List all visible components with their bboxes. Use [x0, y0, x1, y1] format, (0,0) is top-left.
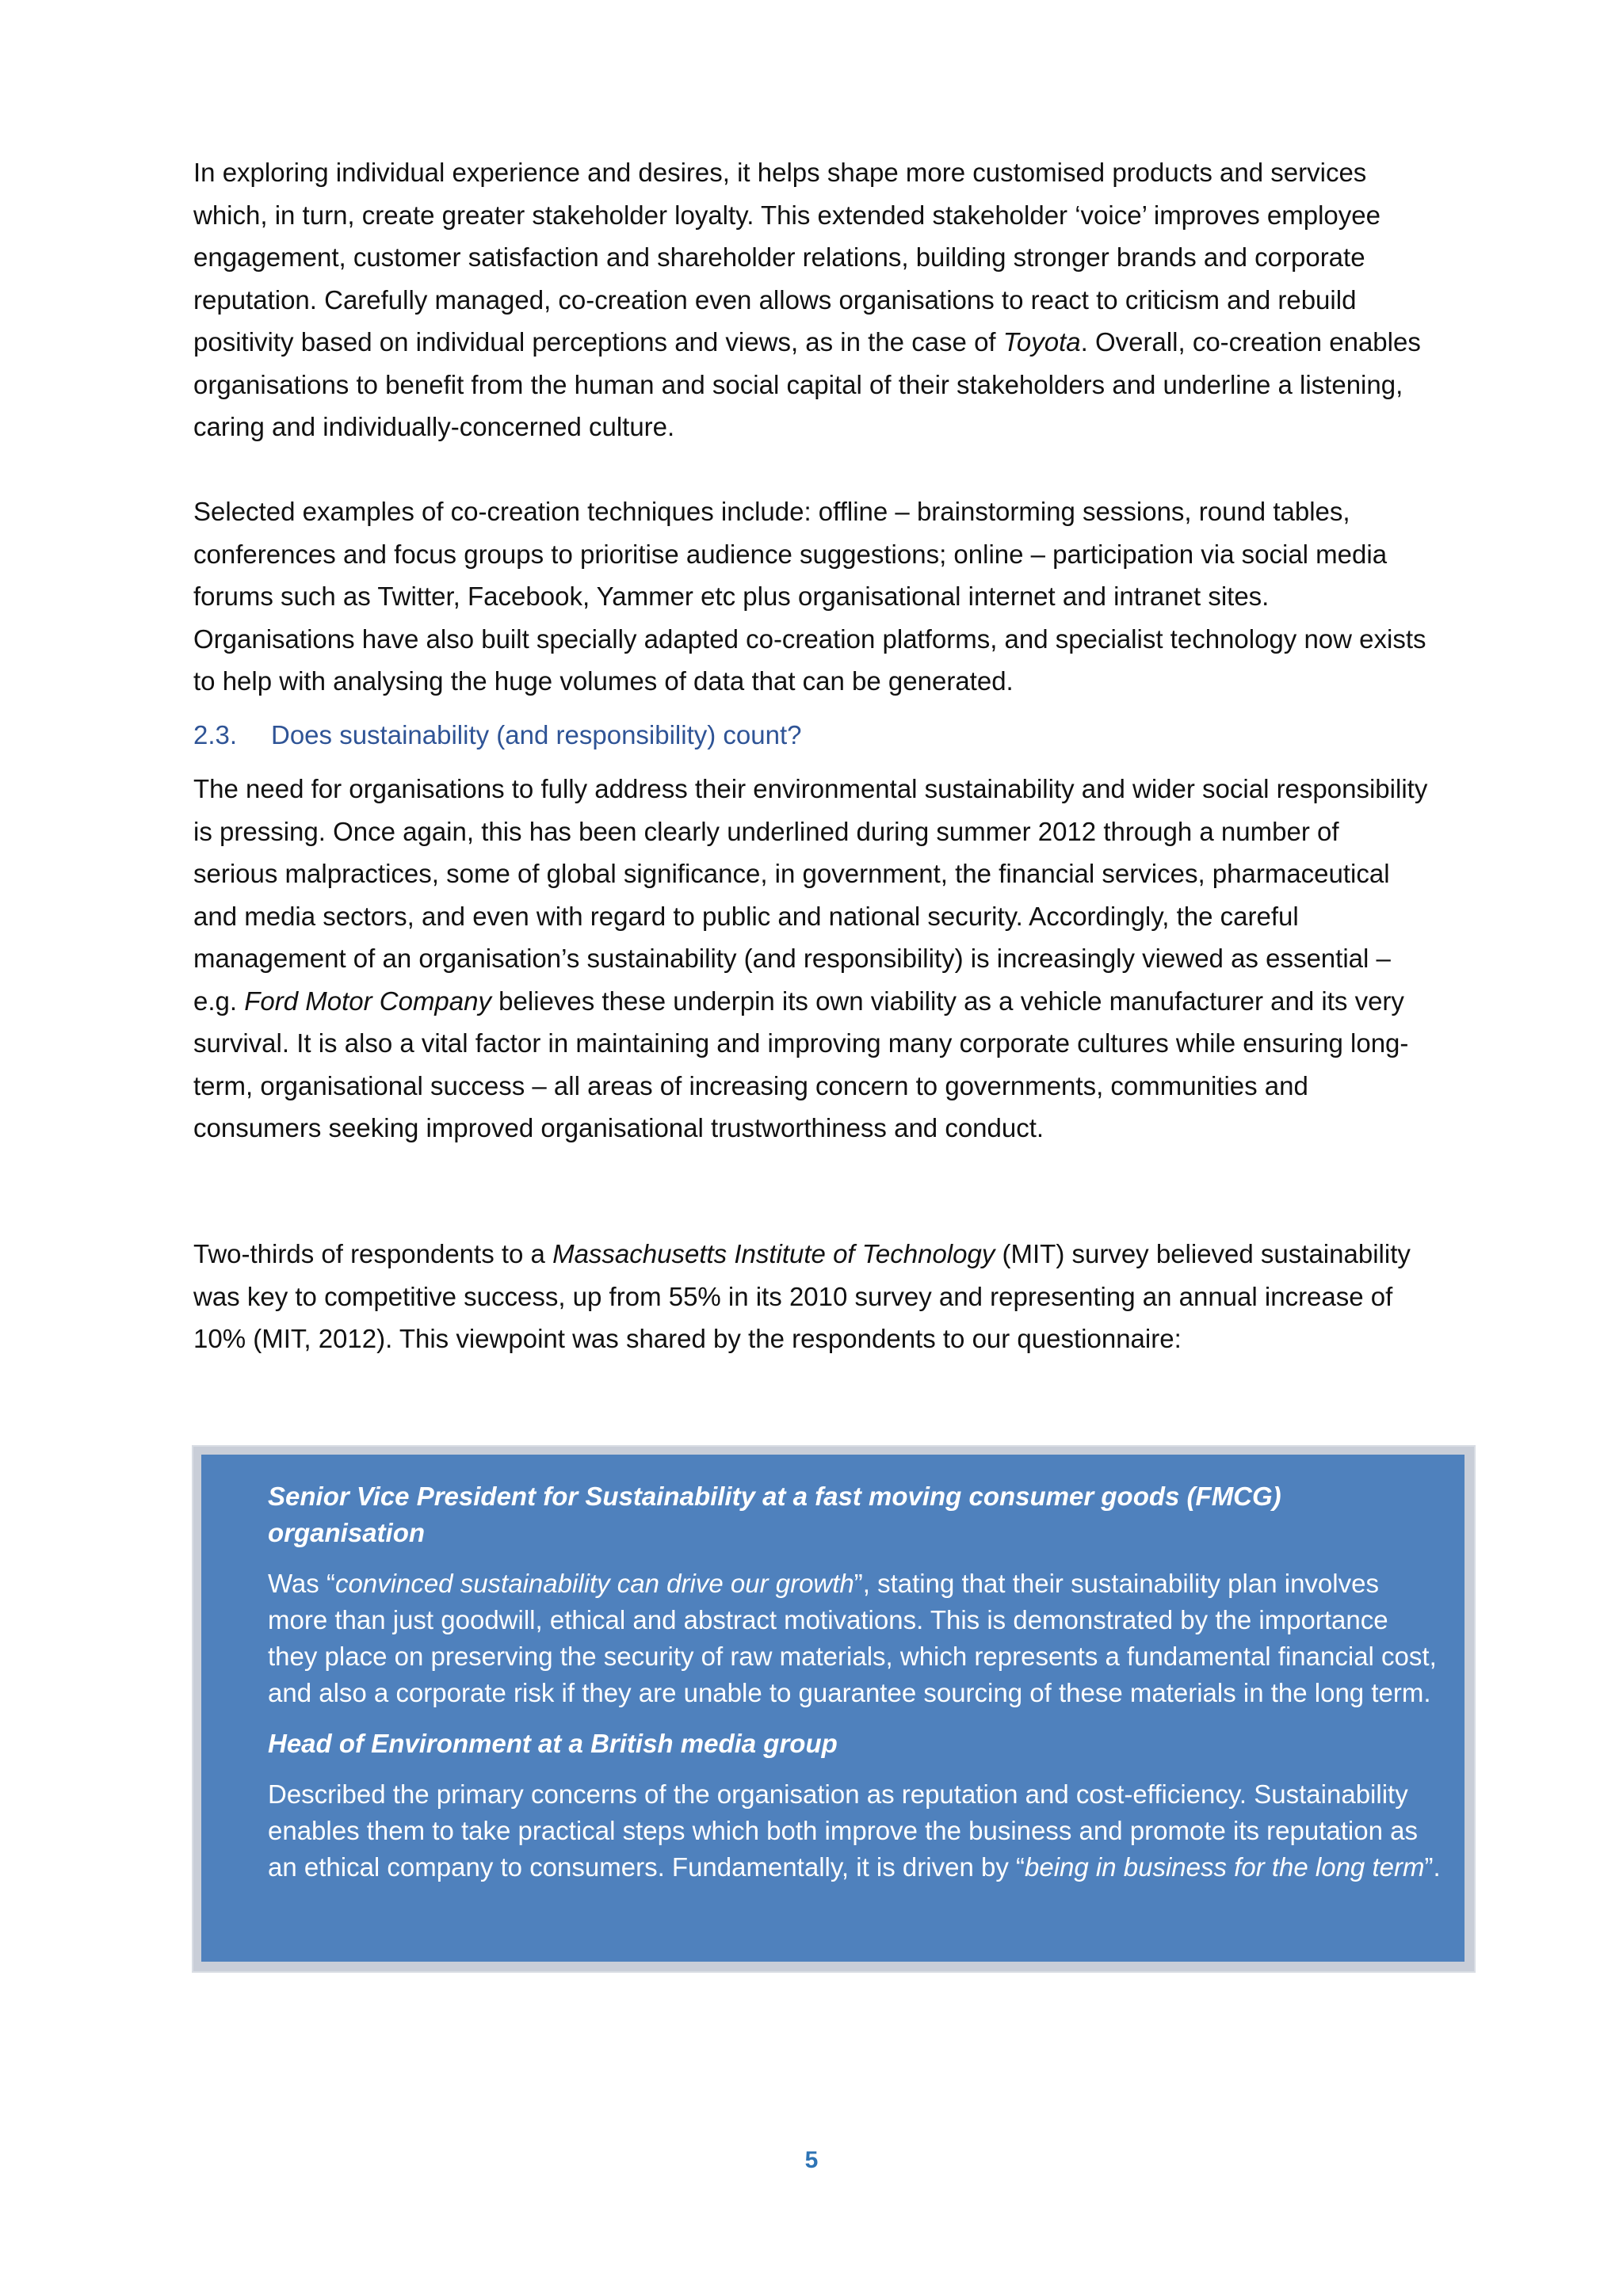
respondent-role-media: Head of Environment at a British media group	[268, 1729, 838, 1758]
paragraph-text: The need for organisations to fully address their environmental sustainability and wider social responsibility is pressing. Once again, this has been clearly underlined during summer 2012 through a number of serious malpractices, some of global significance, in government, the financial services, pharmaceutical and media sectors, and even with regard to public and national security. Accordingly, the careful management of an organisation’s sustainability (and responsibility) is increasingly viewed as essential – e.g.	[193, 774, 1428, 1016]
section-number: 2.3.	[193, 720, 238, 749]
section-heading	[193, 714, 802, 756]
quote-text: ”, stating that their sustainability plan involves more than just goodwill, ethical and abstract motivations. This is demonstrated by the importance they place on preserving the security of raw materials, which represents a fundamental financial cost, and also a corporate risk if they are unable to guarantee sourcing of these materials in the long term.	[268, 1569, 1437, 1707]
quote-callout-panel	[201, 1455, 1465, 1962]
quote-italic: being in business for the long term	[1025, 1852, 1425, 1882]
respondent-quote-media	[268, 1776, 1441, 1886]
paragraph-mit-survey	[193, 1233, 1430, 1360]
section-title: Does sustainability (and responsibility) count?	[271, 720, 802, 749]
quote-text: Described the primary concerns of the organisation as reputation and cost-efficiency. Sustainability enables them to take practical steps which both improve the business and promote its reputation as an ethical company to consumers. Fundamentally, it is driven by	[268, 1779, 1418, 1882]
paragraph-co-creation-benefits	[193, 151, 1430, 448]
paragraph-text: believes these underpin its own viability as a vehicle manufacturer and its very survival. It is also a vital factor in maintaining and improving many corporate cultures while ensuring long-term, organisational success – all areas of increasing concern to governments, communities and consumers seeking improved organisational trustworthiness and conduct.	[193, 986, 1409, 1142]
quote-close-mark: ”.	[1424, 1852, 1441, 1882]
ford-name: Ford Motor Company	[244, 986, 491, 1016]
quote-text: Was “	[268, 1569, 335, 1598]
callout-entry-fmcg	[268, 1478, 1441, 1886]
paragraph-sustainability-need	[193, 768, 1430, 1150]
paragraph-co-creation-techniques: Selected examples of co-creation techniques include: offline – brainstorming sessions, round tables, conferences and focus groups to prioritise audience suggestions; online – participation via social media forums such as Twitter, Facebook, Yammer etc plus organisational internet and intranet sites. Organisations have also built specially adapted co-creation platforms, and specialist technology now exists to help with analysing the huge volumes of data that can be generated.	[193, 497, 1426, 696]
quote-callout-box	[193, 1447, 1474, 1971]
respondent-quote-fmcg	[268, 1566, 1441, 1711]
quote-italic: convinced sustainability can drive our growth	[334, 1569, 854, 1598]
page-number: 5	[804, 2147, 819, 2173]
quote-open-mark: “	[1016, 1852, 1025, 1882]
paragraph-text: (MIT) survey believed sustainability was key to competitive success, up from 55% in its 2010 survey and representing an annual increase of 10% (MIT, 2012). This viewpoint was shared by the respondents to our questionnaire:	[193, 1239, 1411, 1353]
paragraph-text: . Overall, co-creation enables organisations to benefit from the human and social capital of their stakeholders and underline a listening, caring and individually-concerned culture.	[193, 327, 1421, 441]
mit-name: Massachusetts Institute of Technology	[552, 1239, 995, 1268]
toyota-name: Toyota	[1002, 327, 1081, 357]
respondent-role-fmcg: Senior Vice President for Sustainability at a fast moving consumer goods (FMCG) organisation	[268, 1482, 1281, 1547]
paragraph-text: In exploring individual experience and desires, it helps shape more customised products and services which, in turn, create greater stakeholder loyalty. This extended stakeholder ‘voice’ improves employee engagement, customer satisfaction and shareholder relations, building stronger brands and corporate reputation. Carefully managed, co-creation even allows organisations to react to criticism and rebuild positivity based on individual perceptions and views, as in the case of	[193, 158, 1381, 357]
paragraph-text: Two-thirds of respondents to a	[193, 1239, 553, 1268]
